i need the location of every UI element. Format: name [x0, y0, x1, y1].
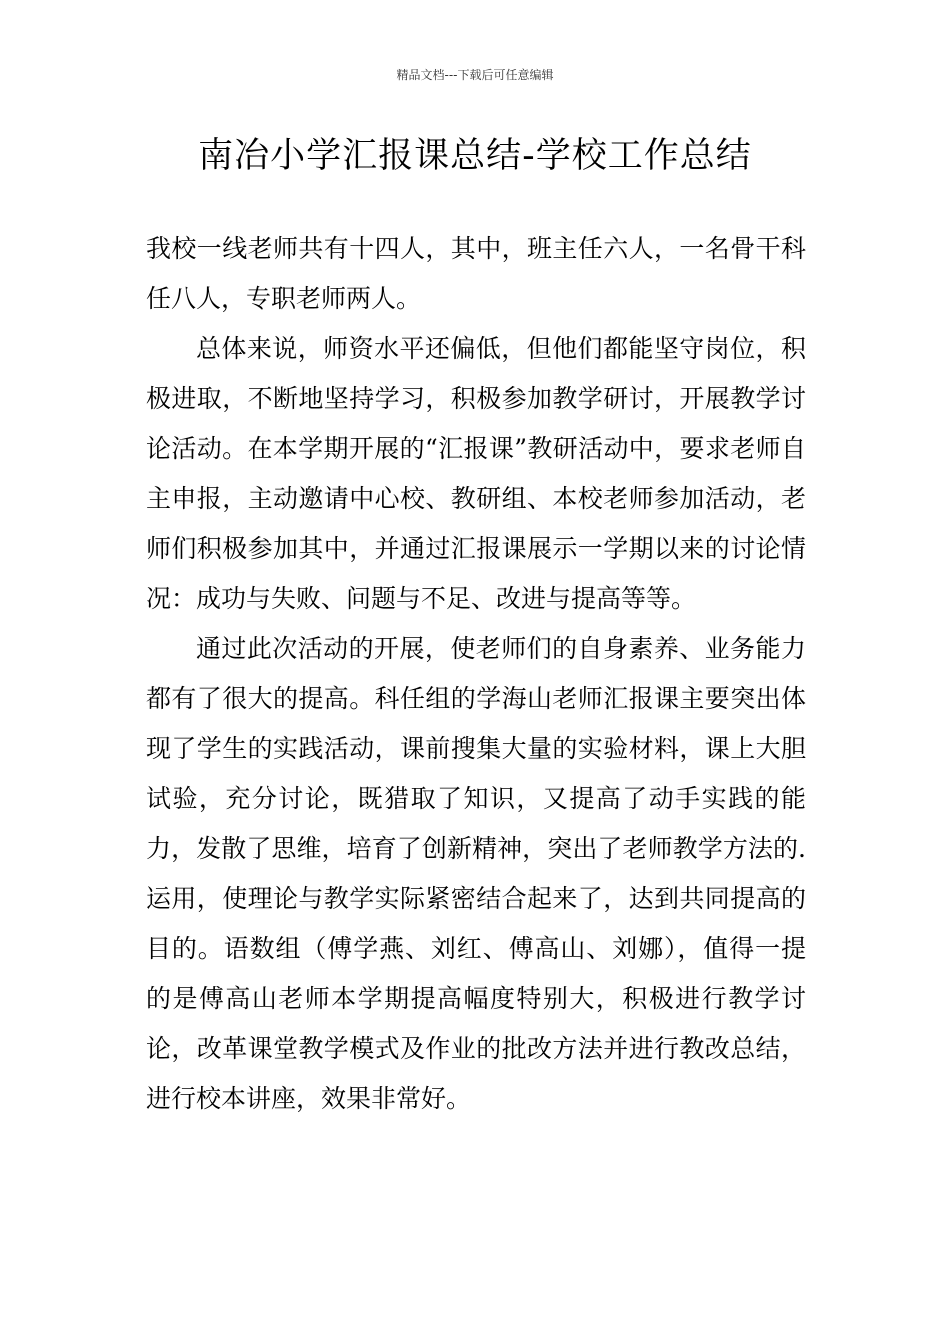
document-body	[146, 224, 806, 1124]
document-title: 南冶小学汇报课总结-学校工作总结	[198, 136, 752, 176]
paragraph-staff-overview: 我校一线老师共有十四人，其中，班主任六人，一名骨干科任八人，专职老师两人。	[146, 234, 806, 313]
paragraph-teaching-activity: 总体来说，师资水平还偏低，但他们都能坚守岗位，积极进取，不断地坚持学习，积极参加教学研讨，开展教学讨论活动。在本学期开展的“汇报课”教研活动中，要求老师自主申报，主动邀请中心校、教研组、本校老师参加活动，老师们积极参加其中，并通过汇报课展示一学期以来的讨论情况：成功与失败、问题与不足、改进与提高等等。	[146, 334, 806, 613]
page-header-note: 精品文档---下载后可任意编辑	[396, 68, 554, 82]
paragraph-activity-results: 通过此次活动的开展，使老师们的自身素养、业务能力都有了很大的提高。科任组的学海山老师汇报课主要突出体现了学生的实践活动，课前搜集大量的实验材料，课上大胆试验，充分讨论，既猎取了知识，又提高了动手实践的能力，发散了思维，培育了创新精神，突出了老师教学方法的.运用，使理论与教学实际紧密结合起来了，达到共同提高的目的。语数组（傅学燕、刘红、傅高山、刘娜），值得一提的是傅高山老师本学期提高幅度特别大，积极进行教学讨论，改革课堂教学模式及作业的批改方法并进行教改总结，进行校本讲座，效果非常好。	[146, 634, 806, 1113]
